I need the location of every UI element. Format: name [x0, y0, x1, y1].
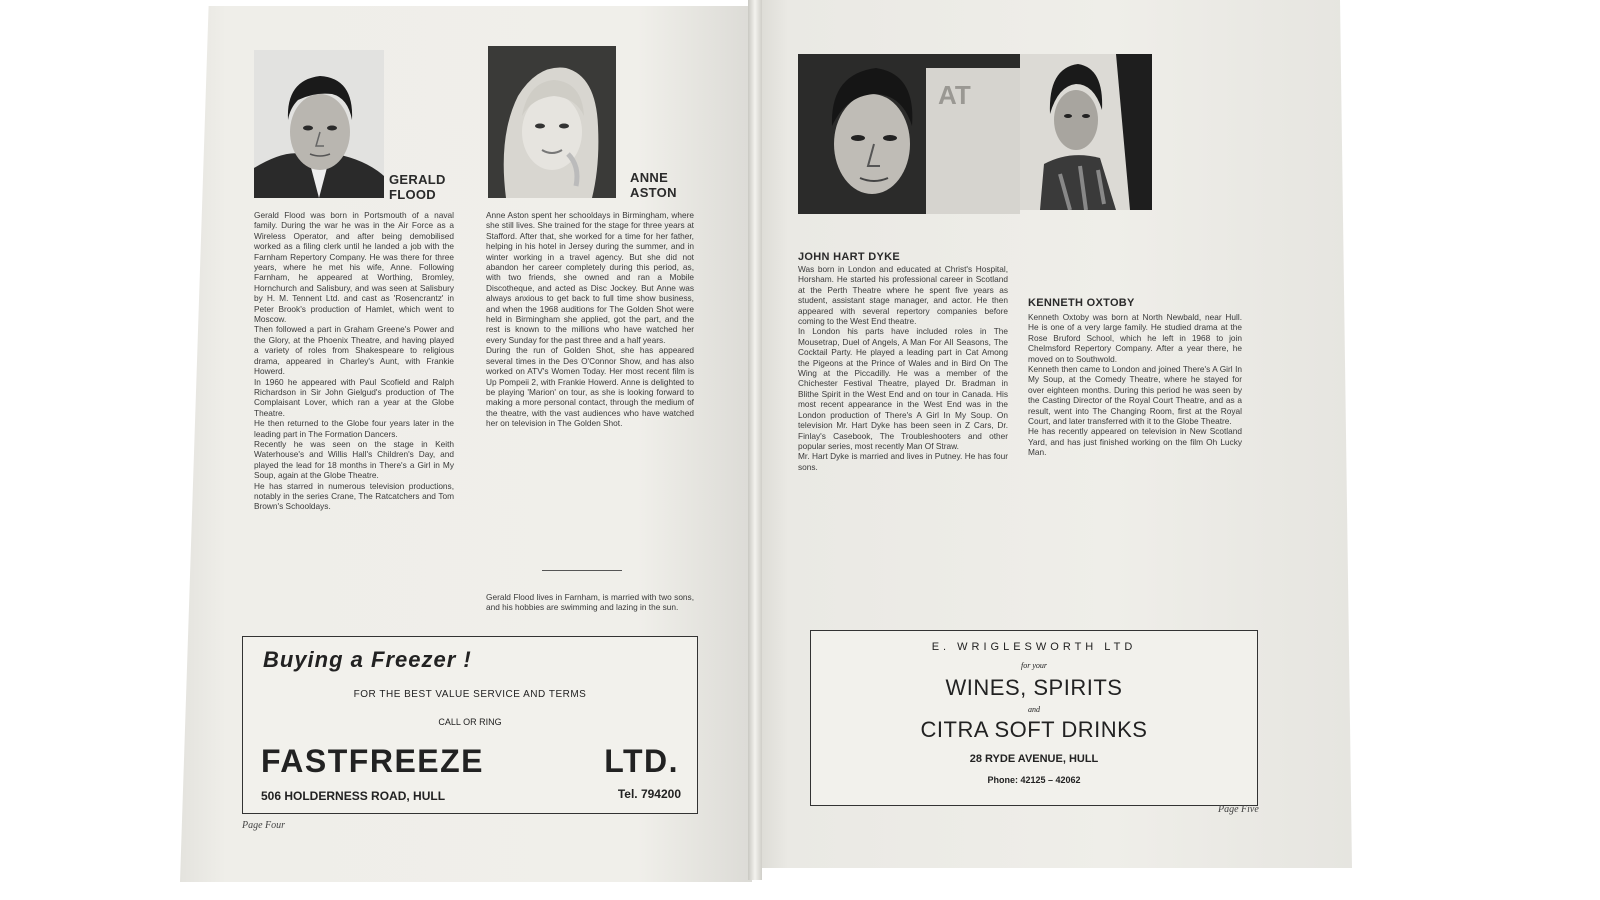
ad-phone: Tel. 794200 [617, 787, 681, 801]
gerald-flood-name-first: GERALD [389, 172, 446, 187]
john-hart-dyke-name: JOHN HART DYKE [798, 251, 900, 263]
bio-paragraph: Gerald Flood was born in Portsmouth of a naval family. During the war he was in the Air Force as a Wireless Operator, and after being demobilised worked as a filing clerk until he landed a job with the Farnham Repertory Company. He was there for three years, where he met his wife, Anne. Following Farnham, he appeared at Worthing, Bromley, Hornchurch and Salisbury, and was seen at Salisbury by H. M. Tennent Ltd. and cast as 'Rosencrantz' in Peter Brook's production of Hamlet, which went to Moscow. [254, 210, 454, 325]
john-hart-dyke-photo [798, 54, 1020, 214]
bio-paragraph: During the run of Golden Shot, she has appeared several times in the Des O'Connor Show, and has also worked on ATV's Women Today. Her most recent film is Up Pompeii 2, with Frankie Howerd. Anne is delighted to be playing 'Marion' on tour, as she is looking forward to making a more personal contact, through the medium of the theatre, with the vast audiences who have watched her on television in The Golden Shot. [486, 345, 694, 429]
ad-soft-drinks: CITRA SOFT DRINKS [920, 717, 1148, 742]
bio-paragraph: He has recently appeared on television in New Scotland Yard, and has just finished working on the film Oh Lucky Man. [1028, 426, 1242, 458]
wriglesworth-advertisement [810, 630, 1258, 806]
ad-call-line: CALL OR RING [438, 717, 502, 727]
kenneth-oxtoby-bio [1028, 312, 1242, 458]
ad-wines-spirits: WINES, SPIRITS [945, 675, 1123, 700]
ad-address: 28 RYDE AVENUE, HULL [969, 753, 1099, 765]
gerald-flood-photo [254, 50, 384, 198]
ad-company-suffix: LTD. [604, 743, 679, 779]
ad-and: and [1028, 705, 1040, 714]
page-number-right: Page Five [1218, 804, 1259, 815]
book-gutter [748, 0, 762, 880]
fastfreeze-advertisement [242, 636, 698, 814]
ad-headline: Buying a Freezer ! [263, 647, 472, 672]
page-number-left: Page Four [242, 820, 286, 831]
anne-aston-photo [488, 46, 616, 198]
gerald-flood-bio [254, 210, 454, 512]
ad-for-your: for your [1021, 661, 1047, 670]
bio-paragraph: In London his parts have included roles in The Mousetrap, Duel of Angels, A Man For All Seasons, The Cocktail Party. He played a leading part in Cat Among the Pigeons at the Prince of Wales and in Bird On The Wing at the Piccadilly. He was a member of the Chichester Festival Theatre, played Dr. Bradman in Blithe Spirit in the West End and on tour in Canada. His most recent appearance in the West End was in the London production of There's A Girl In My Soup. On television Mr. Hart Dyke has been seen in Z Cars, Dr. Finlay's Casebook, The Troubleshooters and other popular series, most recently Man Of Straw. [798, 326, 1008, 451]
ad-phone: Phone: 42125 – 42062 [987, 775, 1081, 785]
anne-aston-name-first: ANNE [630, 170, 669, 185]
bio-paragraph: In 1960 he appeared with Paul Scofield and Ralph Richardson in Sir John Gielgud's production of The Complaisant Lover, which ran a year at the Globe Theatre. [254, 376, 454, 418]
bio-paragraph: Then followed a part in Graham Greene's Power and the Glory, at the Phoenix Theatre, and having played a variety of roles from Shakespeare to religious drama, appeared in Charley's Aunt, with Frankie Howerd. [254, 324, 454, 377]
svg-text:AT: AT [938, 80, 971, 110]
anne-aston-name-last: ASTON [630, 185, 677, 200]
anne-aston-bio [486, 210, 694, 429]
bio-paragraph: He then returned to the Globe four years later in the leading part in The Formation Dancers. [254, 418, 454, 439]
ad-company-name: E. WRIGLESWORTH LTD [931, 641, 1137, 653]
footnote-divider [542, 570, 622, 571]
kenneth-oxtoby-name: KENNETH OXTOBY [1028, 297, 1135, 309]
ad-offer-line: FOR THE BEST VALUE SERVICE AND TERMS [353, 689, 587, 700]
bio-paragraph: Anne Aston spent her schooldays in Birmingham, where she still lives. She trained for the stage for three years at Stafford. After that, she worked for a time for her father, helping in his hotel in Jersey during the summer, and in winter working in a travel agency. But she did not abandon her career completely during this period, as, with two friends, she owned and ran a Mobile Discotheque, and acted as Disc Jockey. But Anne was always anxious to get back to full time show business, and when the 1968 auditions for The Golden Shot were held in Birmingham she applied, got the part, and the rest is known to the millions who have watched her every Sunday for the past three and a half years. [486, 210, 694, 345]
gerald-flood-footnote: Gerald Flood lives in Farnham, is married with two sons, and his hobbies are swimming and lazing in the sun. [486, 592, 694, 613]
ad-company-name: FASTFREEZE [261, 743, 485, 779]
ad-address: 506 HOLDERNESS ROAD, HULL [261, 789, 446, 803]
bio-paragraph: Recently he was seen on the stage in Keith Waterhouse's and Willis Hall's Children's Day, and played the lead for 18 months in There's a Girl in My Soup, again at the Globe Theatre. [254, 438, 454, 481]
bio-paragraph: Mr. Hart Dyke is married and lives in Putney. He has four sons. [798, 451, 1008, 472]
bio-paragraph: Kenneth then came to London and joined There's A Girl In My Soup, at the Comedy Theatre, where he stayed for over eighteen months. During this period he was seen by the Casting Director of the Royal Court Theatre, and as a result, went into The Changing Room, first at the Royal Court, and later transferred with it to the Globe Theatre. [1028, 364, 1242, 427]
bio-paragraph: He has starred in numerous television productions, notably in the series Crane, The Ratcatchers and Tom Brown's Schooldays. [254, 480, 454, 512]
anne-aston-name [630, 170, 677, 200]
bio-paragraph: Kenneth Oxtoby was born at North Newbald, near Hull. He is one of a very large family. He studied drama at the Rose Bruford School, which he left in 1968 to join Chelmsford Repertory Company. After a year there, he moved on to Southwold. [1028, 312, 1242, 364]
gerald-flood-name-last: FLOOD [389, 187, 436, 202]
gerald-flood-name [389, 172, 446, 202]
kenneth-oxtoby-photo [1020, 54, 1152, 210]
john-hart-dyke-bio [798, 264, 1008, 472]
bio-paragraph: Was born in London and educated at Christ's Hospital, Horsham. He started his professional career in Scotland at the Perth Theatre where he spent five years as student, assistant stage manager, and actor. He then appeared with several repertory companies before coming to the West End theatre. [798, 264, 1008, 327]
